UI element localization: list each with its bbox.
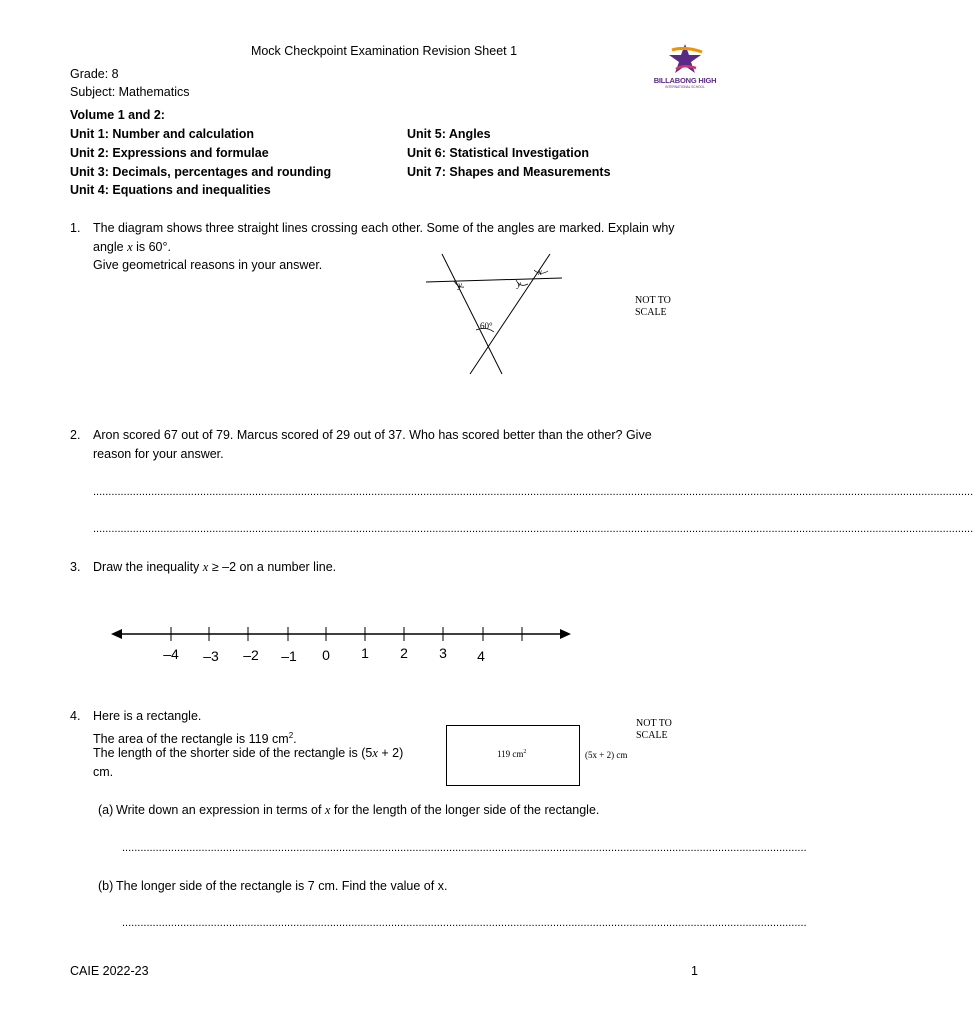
tick-label-1: 1 xyxy=(361,645,369,661)
q2-answer-line-1[interactable]: ................................................................................................................................................................................................................................................................................................ xyxy=(93,486,973,498)
q2-line1: Aron scored 67 out of 79. Marcus scored of 29 out of 37. Who has scored better than the other? Give xyxy=(93,428,652,442)
tick-label-0: 0 xyxy=(322,647,330,663)
q1-line1: The diagram shows three straight lines crossing each other. Some of the angles are marked. Explain why xyxy=(93,221,675,235)
q2-answer-line-2[interactable]: ................................................................................................................................................................................................................................................................................................ xyxy=(93,523,973,535)
q4-part-a-text xyxy=(116,803,599,818)
unit-5: Unit 5: Angles xyxy=(407,127,491,141)
q4-var-x: x xyxy=(372,746,378,760)
footer-left: CAIE 2022-23 xyxy=(70,964,149,978)
q1-line3: Give geometrical reasons in your answer. xyxy=(93,258,323,272)
grade-label: Grade: 8 xyxy=(70,67,119,81)
q4-line2-post: . xyxy=(293,732,297,747)
tick-label-2: 2 xyxy=(400,645,408,661)
q4-line4: cm. xyxy=(93,765,114,779)
top-line xyxy=(426,278,562,282)
q2-line2: reason for your answer. xyxy=(93,447,224,461)
q3-var-x: x xyxy=(202,560,209,574)
q4-rect-area-sup: 2 xyxy=(523,749,527,755)
q1-line2 xyxy=(93,240,171,255)
tick-label--1: –1 xyxy=(281,648,297,664)
q4-line3-post: + 2) xyxy=(377,746,404,760)
q4-part-a-post: for the length of the longer side of the rectangle. xyxy=(330,803,600,817)
q4-line2 xyxy=(93,728,297,747)
label-x: x xyxy=(538,267,542,277)
q4-not-to-scale-1: NOT TO xyxy=(636,718,672,729)
volume-label: Volume 1 and 2: xyxy=(70,108,165,122)
star-logo-icon xyxy=(650,42,720,76)
q1-var-x: x xyxy=(127,240,133,254)
tick-label--3: –3 xyxy=(203,648,219,664)
label-y-right: y xyxy=(517,279,521,289)
left-arrow-icon xyxy=(111,629,122,639)
q2-number: 2. xyxy=(70,428,81,442)
label-y-left: y xyxy=(458,280,462,290)
left-line xyxy=(442,254,502,374)
unit-1: Unit 1: Number and calculation xyxy=(70,127,255,141)
not-to-scale-1: NOT TO xyxy=(635,295,671,306)
q4-line3 xyxy=(93,746,403,761)
subject-label: Subject: Mathematics xyxy=(70,85,190,99)
q4-line2-sup: 2 xyxy=(288,731,294,740)
unit-6: Unit 6: Statistical Investigation xyxy=(407,146,589,160)
logo-tagline: INTERNATIONAL SCHOOL xyxy=(665,85,705,89)
q4-part-a-answer-line[interactable]: ................................................................................................................................................................................................................................ xyxy=(122,842,807,854)
q3-text xyxy=(93,560,336,575)
right-arrow-icon xyxy=(560,629,571,639)
q4-line1: Here is a rectangle. xyxy=(93,709,202,723)
q3-number-line[interactable] xyxy=(108,622,578,672)
tick-label-3: 3 xyxy=(439,645,447,661)
q1-triangle-diagram xyxy=(420,250,680,380)
q4-part-a-label: (a) xyxy=(98,803,114,817)
not-to-scale-2: SCALE xyxy=(635,307,667,318)
label-60: 60° xyxy=(480,321,493,331)
q4-not-to-scale-2: SCALE xyxy=(636,730,668,741)
tick-label-4: 4 xyxy=(477,648,485,664)
q1-line2-pre: angle xyxy=(93,240,128,254)
q3-text-pre: Draw the inequality xyxy=(93,560,203,574)
tick-label--2: –2 xyxy=(243,647,259,663)
q4-rect-area xyxy=(497,749,526,759)
page-title: Mock Checkpoint Examination Revision Sheet 1 xyxy=(250,44,518,58)
q4-rect-area-pre: 119 cm xyxy=(497,749,524,759)
q4-number: 4. xyxy=(70,709,81,723)
unit-4: Unit 4: Equations and inequalities xyxy=(70,183,271,197)
q4-rect-side: (5x + 2) cm xyxy=(585,750,628,760)
tick-label--4: –4 xyxy=(163,646,179,662)
q4-part-b-answer-line[interactable]: ................................................................................................................................................................................................................................ xyxy=(122,917,807,929)
q4-part-b-label: (b) xyxy=(98,879,114,893)
logo-name: BILLABONG HIGH xyxy=(653,76,717,85)
unit-2: Unit 2: Expressions and formulae xyxy=(70,146,269,160)
q1-line2-post: is 60°. xyxy=(132,240,171,254)
q4-part-b-text: The longer side of the rectangle is 7 cm. Find the value of x. xyxy=(116,879,448,893)
q4-line3-pre: The length of the shorter side of the rectangle is (5 xyxy=(93,746,373,760)
q4-line2-pre: The area of the rectangle is 119 cm xyxy=(93,732,289,747)
q4-part-a-var: x xyxy=(324,803,331,817)
q3-number: 3. xyxy=(70,560,81,574)
unit-3: Unit 3: Decimals, percentages and rounding xyxy=(70,165,332,179)
q4-part-a-pre: Write down an expression in terms of xyxy=(116,803,325,817)
unit-7: Unit 7: Shapes and Measurements xyxy=(407,165,611,179)
school-logo xyxy=(650,42,720,92)
q3-text-post: ≥ –2 on a number line. xyxy=(208,560,337,574)
q1-number: 1. xyxy=(70,221,81,235)
page-number: 1 xyxy=(691,964,698,978)
